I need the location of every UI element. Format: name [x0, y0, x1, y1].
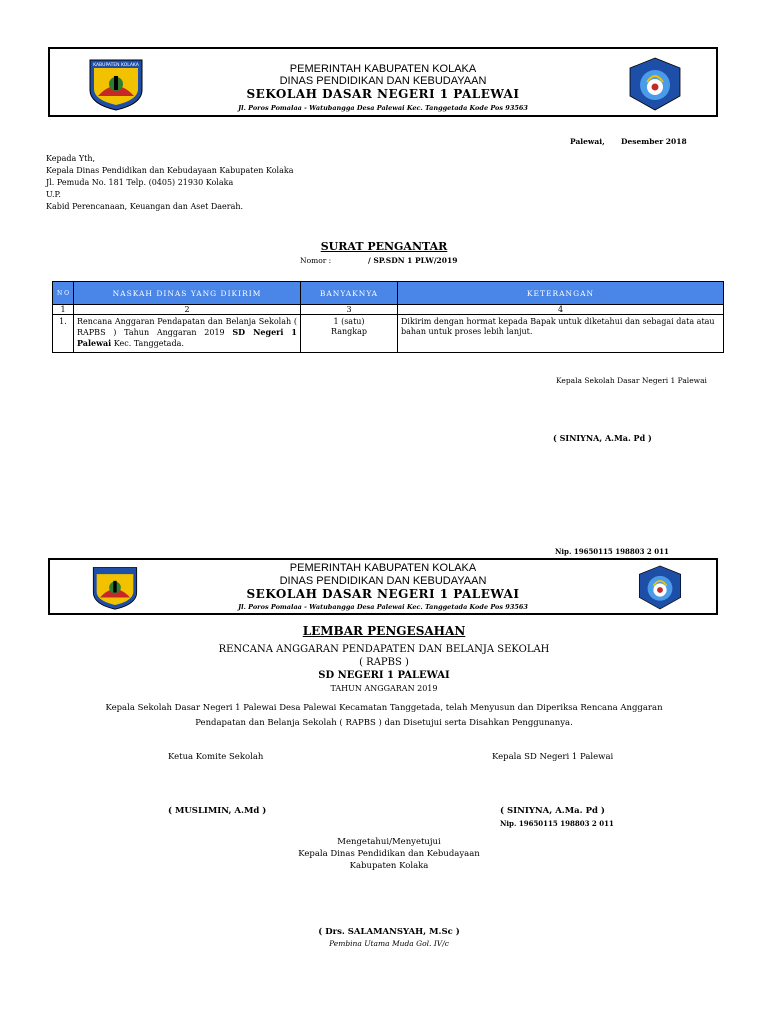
school-address: Jl. Poros Pomalaa - Watubangga Desa Palewai Kec. Tanggetada Kode Pos 93563: [238, 104, 528, 112]
letter-date: Desember 2018: [621, 137, 687, 146]
approval-school: SD NEGERI 1 PALEWAI: [318, 670, 450, 681]
row-naskah-text: Rencana Anggaran Pendapatan dan Belanja Sekolah ( RAPBS ) Tahun Anggaran 2019: [77, 317, 297, 337]
gov-name: PEMERINTAH KABUPATEN KOLAKA: [289, 63, 477, 75]
row-naskah-school: SD Negeri 1 Palewai: [77, 327, 297, 348]
col-header-keterangan: KETERANGAN: [398, 282, 724, 305]
table-number-row: [53, 305, 724, 315]
tut-wuri-handayani-icon: [636, 564, 684, 611]
letter-number-label: Nomor :: [300, 256, 332, 265]
approval-year: TAHUN ANGGARAN 2019: [330, 684, 438, 693]
approval-title: LEMBAR PENGESAHAN: [302, 624, 466, 638]
col-number: 3: [301, 305, 398, 315]
row-keterangan: Dikirim dengan hormat kepada Bapak untuk diketahui dan sebagai data atau bahan untuk proses lebih lanjut.: [398, 315, 724, 353]
approval-subtitle: RENCANA ANGGARAN PENDAPATEN DAN BELANJA SEKOLAH: [218, 644, 550, 655]
row-banyak: [301, 315, 398, 353]
col-number: 1: [53, 305, 74, 315]
col-number: 2: [74, 305, 301, 315]
dept-name: DINAS PENDIDIKAN DAN KEBUDAYAAN: [279, 75, 487, 87]
letterhead-bottom: [48, 558, 718, 615]
letterhead-top: [48, 47, 718, 117]
acknowledge-office: Kepala Dinas Pendidikan dan Kebudayaan: [298, 849, 480, 859]
approval-paragraph: Pendapatan dan Belanja Sekolah ( RAPBS ) dan Disetujui serta Disahkan Penggunanya.: [195, 718, 573, 728]
recipient-line: Kabid Perencanaan, Keuangan dan Aset Daerah.: [46, 202, 244, 211]
tut-wuri-handayani-icon: [626, 56, 684, 112]
gov-name: PEMERINTAH KABUPATEN KOLAKA: [289, 562, 477, 574]
signer-title: Kepala Sekolah Dasar Negeri 1 Palewai: [556, 376, 707, 385]
committee-name: ( MUSLIMIN, A.Md ): [168, 806, 267, 816]
principal-role: Kepala SD Negeri 1 Palewai: [492, 752, 614, 762]
committee-role: Ketua Komite Sekolah: [168, 752, 264, 762]
acknowledge-label: Mengetahui/Menyetujui: [337, 837, 441, 847]
approval-paragraph: Kepala Sekolah Dasar Negeri 1 Palewai Desa Palewai Kecamatan Tanggetada, telah Menyusun dan Diperiksa Rencana Anggaran: [105, 703, 663, 713]
row-banyak-count: 1 (satu): [333, 317, 365, 326]
col-header-banyak: BANYAKNYA: [301, 282, 398, 305]
school-address: Jl. Poros Pomalaa - Watubangga Desa Palewai Kec. Tanggetada Kode Pos 93563: [238, 603, 528, 611]
school-name: SEKOLAH DASAR NEGERI 1 PALEWAI: [246, 587, 520, 601]
svg-text:KABUPATEN KOLAKA: KABUPATEN KOLAKA: [93, 63, 139, 68]
letter-place: Palewai,: [570, 137, 605, 146]
principal-nip: Nip. 19650115 198803 2 011: [500, 819, 614, 828]
row-naskah: [74, 315, 301, 353]
col-header-naskah: NASKAH DINAS YANG DIKIRIM: [74, 282, 301, 305]
recipient-line: U.P.: [46, 190, 61, 199]
school-name: SEKOLAH DASAR NEGERI 1 PALEWAI: [246, 87, 520, 101]
recipient-line: Kepada Yth,: [46, 154, 96, 163]
table-header-row: [53, 282, 724, 305]
row-naskah-kec: Kec. Tanggetada.: [113, 339, 184, 348]
head-of-office-name: ( Drs. SALAMANSYAH, M.Sc ): [318, 927, 460, 937]
principal-name: ( SINIYNA, A.Ma. Pd ): [500, 806, 605, 816]
document-table: [52, 281, 724, 353]
letter-title: SURAT PENGANTAR: [320, 240, 448, 253]
recipient-line: Jl. Pemuda No. 181 Telp. (0405) 21930 Kolaka: [46, 178, 234, 187]
approval-subtitle: ( RAPBS ): [359, 657, 409, 668]
row-banyak-unit: Rangkap: [331, 327, 367, 336]
dept-name: DINAS PENDIDIKAN DAN KEBUDAYAAN: [279, 575, 487, 587]
letter-number-value: / SP.SDN 1 PLW/2019: [368, 256, 458, 265]
acknowledge-region: Kabupaten Kolaka: [349, 861, 429, 871]
col-number: 4: [398, 305, 724, 315]
recipient-block: [46, 153, 293, 213]
signer-nip: Nip. 19650115 198803 2 011: [555, 547, 669, 556]
signer-name: ( SINIYNA, A.Ma. Pd ): [553, 433, 652, 443]
table-row: [53, 315, 724, 353]
head-of-office-rank: Pembina Utama Muda Gol. IV/c: [329, 939, 449, 948]
recipient-line: Kepala Dinas Pendidikan dan Kebudayaan Kabupaten Kolaka: [46, 166, 294, 175]
row-no: 1.: [53, 315, 74, 353]
col-header-no: N O: [53, 282, 74, 305]
